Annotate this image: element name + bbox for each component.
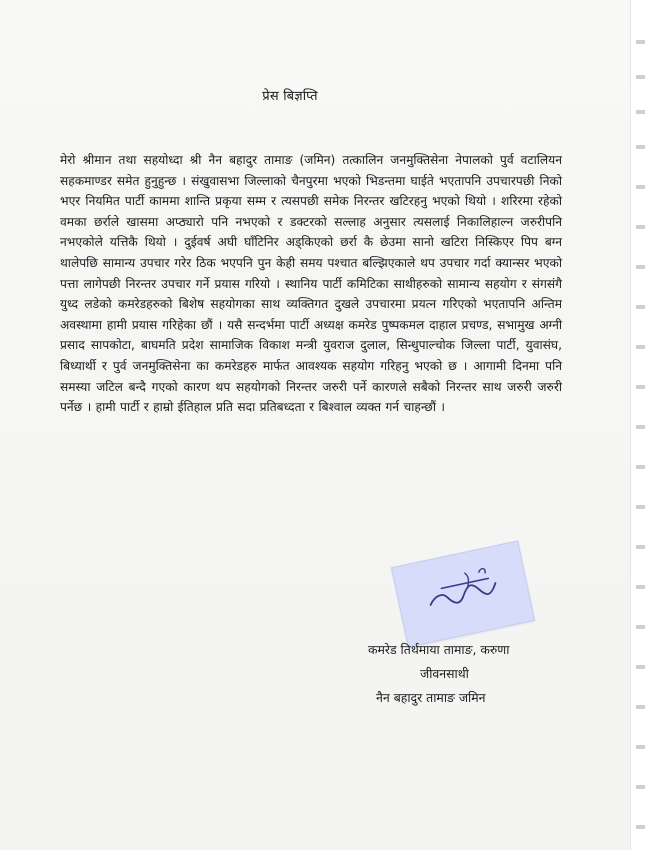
edge-mark (636, 785, 645, 789)
edge-mark (636, 385, 645, 389)
edge-mark (636, 745, 645, 749)
edge-mark (636, 225, 645, 229)
handwritten-signature-icon (392, 542, 534, 647)
edge-mark (636, 505, 645, 509)
edge-mark (636, 545, 645, 549)
signature-block (352, 638, 592, 710)
edge-mark (636, 40, 645, 44)
edge-mark (636, 825, 645, 829)
signatory-name: कमरेड तिर्थमाया तामाङ, करुणा (368, 642, 510, 657)
page-title: प्रेस बिज्ञप्ति (262, 89, 318, 104)
edge-mark (636, 265, 645, 269)
edge-mark (636, 75, 645, 79)
signatory-of: नैन बहादुर तामाङ जमिन (376, 690, 486, 705)
edge-mark (636, 345, 645, 349)
page-edge (630, 0, 649, 850)
signature-stamp (391, 540, 535, 647)
letter-body: मेरो श्रीमान तथा सहयोध्दा श्री नैन बहादुर तामाङ (जमिन) तत्कालिन जनमुक्तिसेना नेपालको पुर्व वटालियन सहकमाण्डर समेत हुनुहुन्छ । संखुवासभा जिल्लाको चैनपुरमा भएको भिडन्तमा घाईते भएतापनि उपचारपछी निको भएर नियमित पार्टी काममा शान्ति प्रकृया सम्म र त्यसपछी समेक निरन्तर खटिरहनु भएको थियो । शरिरमा रहेको वमका छर्राले खासमा अप्ठ्यारो पनि नभएको र डक्टरको सल्लाह अनुसार त्यसलाई निकालिहाल्न जरुरीपनि नभएकोले यत्तिकै थियो । दुईवर्ष अघी घाँटिनिर अड्किएको छर्रा कै छेउमा सानो खटिरा निस्किएर पिप बग्न थालेपछि सामान्य उपचार गरेर ठिक भएपनि पुन केही समय पश्चात बल्झिएकाले थप उपचार गर्दा क्यान्सर भएको पत्ता लागेपछी निरन्तर उपचार गर्ने प्रयास गरियो । स्थानिय पार्टी कमिटिका साथीहरुको सामान्य सहयोग र संगसंगै युध्द लडेको कमरेडहरुको बिशेष सहयोगका साथ व्यक्तिगत दुखले उपचारमा प्रयत्न गरिएको भएतापनि अन्तिम अवस्थामा हामी प्रयास गरिहेका छौं । यसै सन्दर्भमा पार्टी अध्यक्ष कमरेड पुष्पकमल दाहाल प्रचण्ड, सभामुख अग्नी प्रसाद सापकोटा, बाघमति प्रदेश सामाजिक विकाश मन्त्री युवराज दुलाल, सिन्धुपाल्चोक जिल्ला पार्टी, युवासंघ, बिध्यार्थी र पुर्व जनमुक्तिसेना का कमरेडहरु मार्फत आवश्यक सहयोग गरिहनु भएको छ । आगामी दिनमा पनि समस्या जटिल बन्दै गएको कारण थप सहयोगको निरन्तर जरुरी पर्ने कारणले सबैको निरन्तर साथ जरुरी जरुरी पर्नेछ । हामी पार्टी र हाम्रो ईतिहाल प्रति सदा प्रतिबध्दता र बिश्वाल व्यक्त गर्न चाहन्छौं । (60, 153, 562, 415)
signatory-relation: जीवनसाथी (420, 666, 469, 681)
edge-mark (636, 145, 645, 149)
edge-mark (636, 705, 645, 709)
edge-mark (636, 665, 645, 669)
edge-mark (636, 425, 645, 429)
edge-mark (636, 110, 645, 114)
edge-mark (636, 305, 645, 309)
edge-mark (636, 625, 645, 629)
edge-mark (636, 185, 645, 189)
edge-mark (636, 465, 645, 469)
edge-mark (636, 585, 645, 589)
